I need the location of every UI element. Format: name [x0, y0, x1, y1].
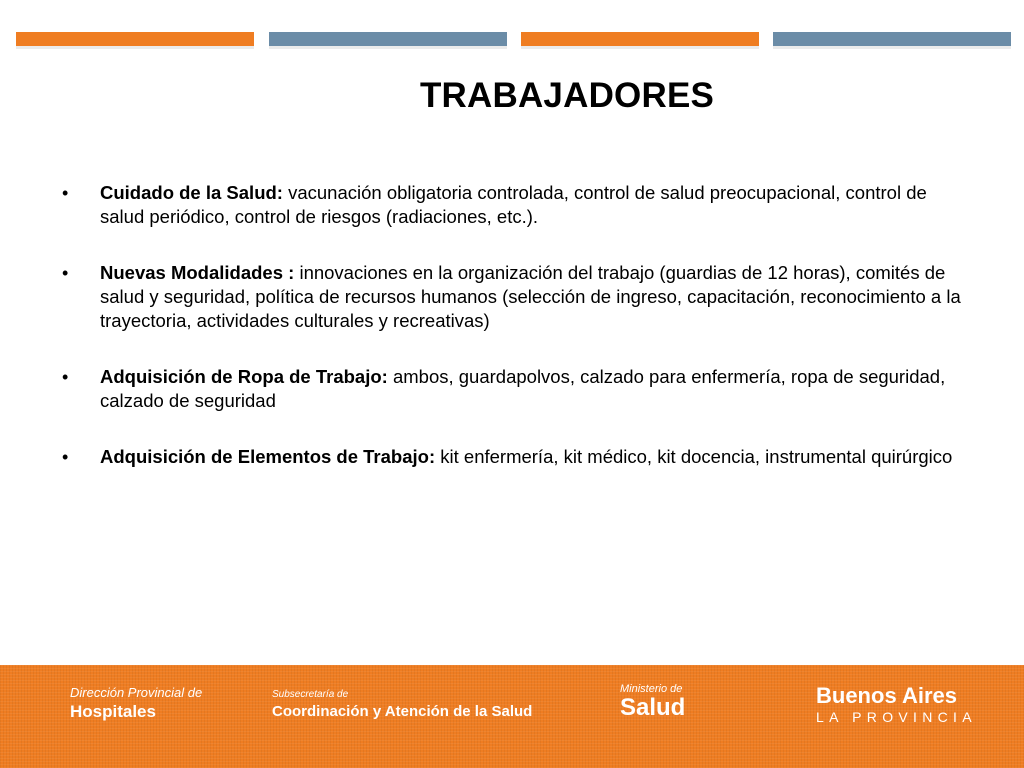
footer-band	[0, 665, 1024, 768]
slide-title: TRABAJADORES	[419, 76, 715, 115]
bullet-item	[62, 365, 962, 413]
footer-logo-line1: Buenos Aires	[816, 683, 958, 708]
bullet-label: Adquisición de Elementos de Trabajo:	[100, 446, 436, 467]
top-band-blue-1	[269, 32, 507, 46]
bullet-dot: •	[62, 263, 69, 283]
footer-logo-line2: Coordinación y Atención de la Salud	[272, 703, 533, 720]
footer-logo-ministerio	[620, 683, 685, 721]
footer-logo-line1: Subsecretaría de	[272, 689, 349, 700]
bullet-label: Cuidado de la Salud:	[100, 182, 283, 203]
footer-logo-buenos-aires	[816, 683, 977, 725]
footer-logo-line1: Ministerio de	[620, 683, 683, 695]
footer-logo-line2: LA PROVINCIA	[816, 709, 977, 725]
bullet-text: kit enfermería, kit médico, kit docencia, instrumental quirúrgico	[435, 446, 953, 467]
bullet-text: ambos, guardapolvos, calzado para enfermería, ropa de seguridad, calzado de seguridad	[100, 366, 946, 411]
footer-logo-line1: Dirección Provincial de	[70, 685, 203, 700]
footer-logo-line2: Hospitales	[70, 702, 156, 721]
bullet-label: Nuevas Modalidades :	[100, 262, 295, 283]
footer-logo-subsecretaria	[272, 689, 532, 720]
bullet-dot: •	[62, 447, 69, 467]
top-band-orange-2	[521, 32, 759, 46]
bullet-item	[62, 181, 962, 229]
bullet-item	[62, 445, 962, 469]
footer-logo-hospitales	[70, 685, 202, 722]
bullet-label: Adquisición de Ropa de Trabajo:	[100, 366, 388, 387]
bullet-dot: •	[62, 367, 69, 387]
top-band-blue-2	[773, 32, 1011, 46]
bullet-text: innovaciones en la organización del trabajo (guardias de 12 horas), comités de salud y seguridad, política de recursos humanos (selección de ingreso, capacitación, reconocimiento a la trayectoria, actividades culturales y recreativas)	[100, 262, 961, 331]
bullet-dot: •	[62, 183, 69, 203]
bullet-item	[62, 261, 962, 333]
bullet-text: vacunación obligatoria controlada, control de salud preocupacional, control de salud periódico, control de riesgos (radiaciones, etc.).	[100, 182, 927, 227]
footer-logo-line2: Salud	[620, 694, 686, 721]
top-band-orange-1	[16, 32, 254, 46]
bullet-list	[62, 181, 962, 501]
